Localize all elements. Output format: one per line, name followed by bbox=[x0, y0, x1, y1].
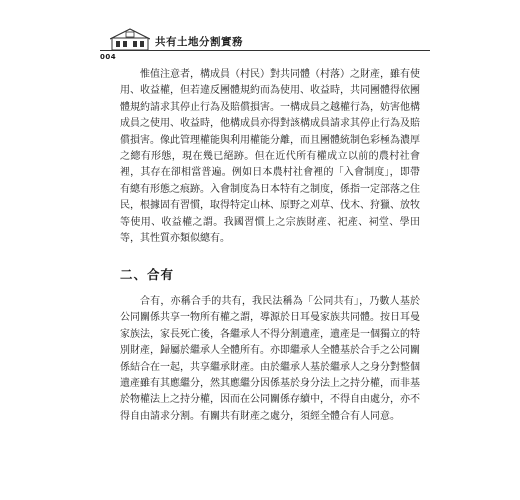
page-number: 004 bbox=[100, 53, 117, 61]
section-heading: 二、合有 bbox=[120, 267, 175, 282]
book-title: 共有土地分割實務 bbox=[152, 34, 246, 49]
body-paragraph: 惟值注意者，構成員（村民）對共同體（村落）之財產，雖有使用、收益權，但若違反團體規約而為使用、收益時，共同團體得依團體規約請求其停止行為及賠償損害。一構成員之越權行為，妨害他構成員之使用、收益時，他構成員亦得對該構成員請求其停止行為及賠償損害。像此管理權能與利用權能分離，而且團體統制色彩極為濃厚之總有形態，現在幾已絕跡。但在近代所有權成立以前的農村社會裡，其存在卻相當普遍。例如日本農村社會裡的「入會制度」，即帶有總有形態之痕跡。入會制度為日本特有之制度，係指一定部落之住民，根據固有習慣，取得特定山林、原野之刈草、伐木、狩獵、放牧等使用、收益權之謂。我國習慣上之宗族財產、祀產、祠堂、學田等，其性質亦類似總有。 bbox=[120, 69, 420, 245]
body-paragraph: 合有，亦稱合手的共有，我民法稱為「公同共有」，乃數人基於公同關係共享一物所有權之謂，導源於日耳曼家族共同體。按日耳曼家族法，家長死亡後，各繼承人不得分割遺產，遺產是一個獨立的特別財產，歸屬於繼承人全體所有。亦即繼承人全體基於合手之公同關係結合在一起，共享繼承財產。由於繼承人基於繼承人之身分對整個遺產雖有其應繼分，然其應繼分因係基於身分法上之持分權，而非基於物權法上之持分權，因而在公同關係存續中，不得自由處分，亦不得自由請求分割。有關共有財產之處分，須經全體合有人同意。 bbox=[120, 296, 420, 422]
header-rule bbox=[100, 50, 430, 51]
running-header bbox=[100, 22, 430, 62]
building-logo-icon bbox=[110, 28, 150, 50]
